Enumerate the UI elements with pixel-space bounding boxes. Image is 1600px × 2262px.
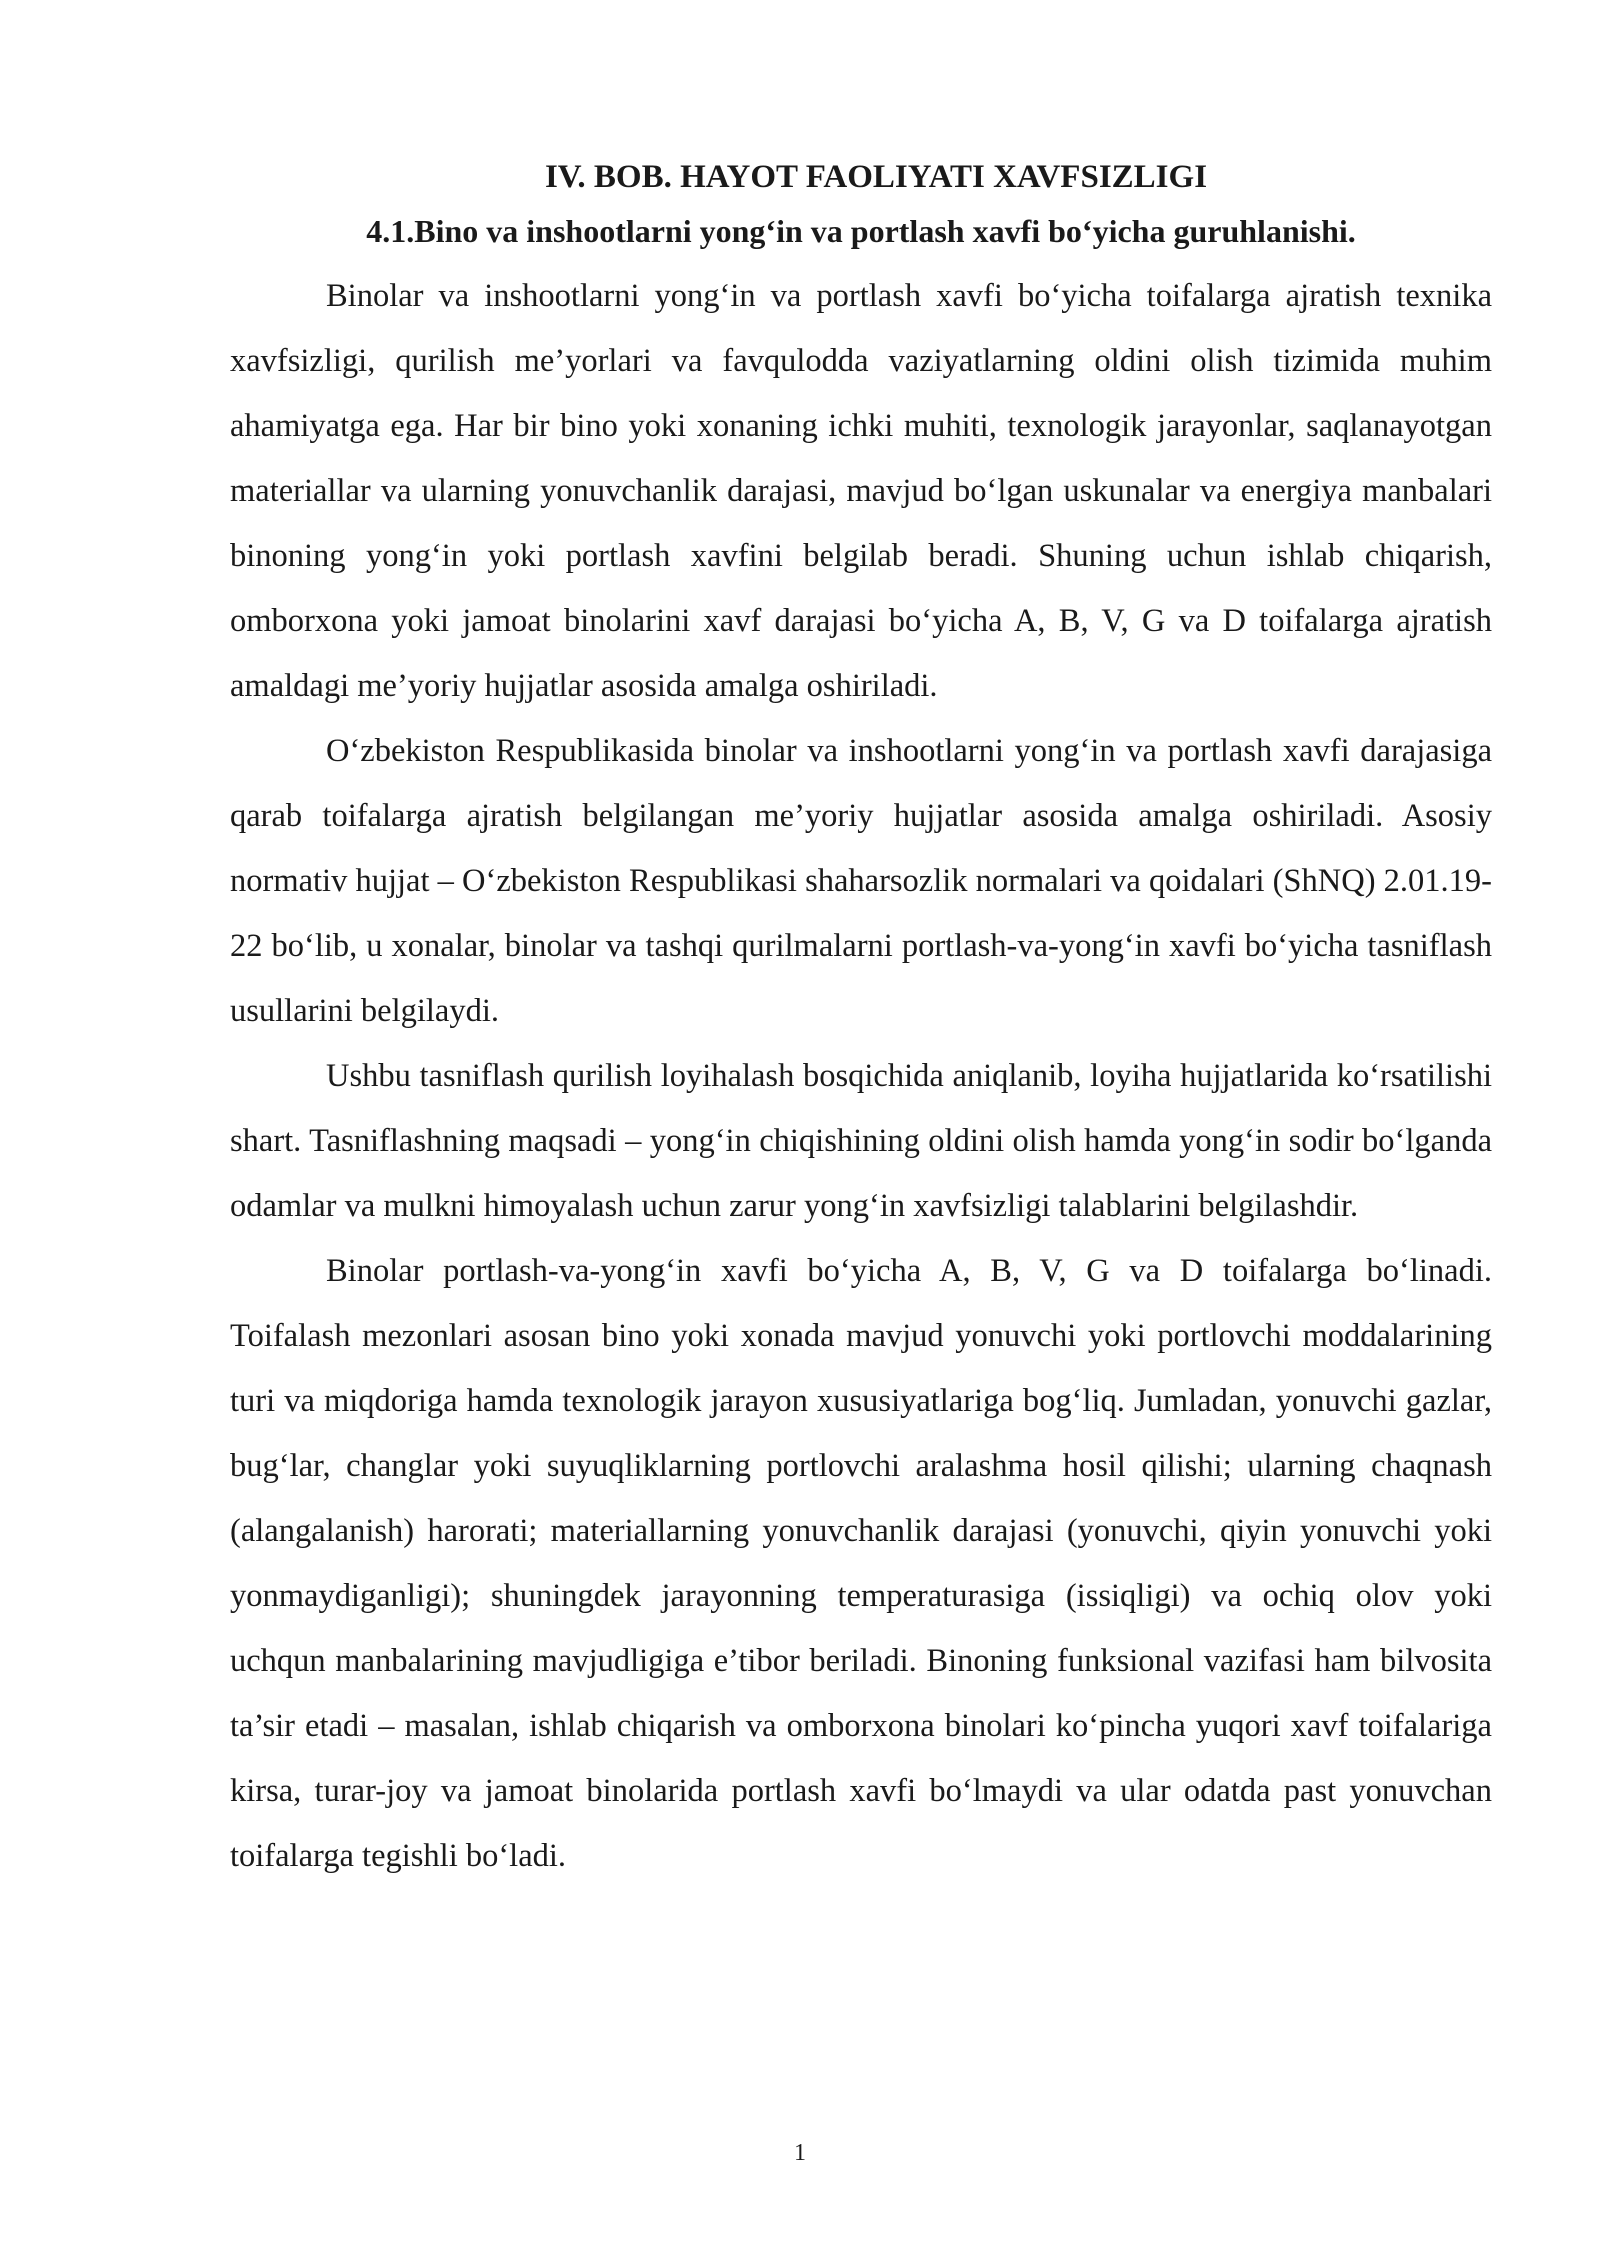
section-title: 4.1.Bino va inshootlarni yong‘in va portlash xavfi bo‘yicha guruhlanishi. — [366, 213, 1356, 249]
paragraph-3: Ushbu tasniflash qurilish loyihalash bosqichida aniqlanib, loyiha hujjatlarida ko‘rsatilishi shart. Tasniflashning maqsadi – yong‘in chiqishining oldini olish hamda yong‘in sodir bo‘lganda odamlar va mulkni himoyalash uchun zarur yong‘in xavfsizligi talablarini belgilashdir. — [230, 1058, 1492, 1224]
paragraph-1: Binolar va inshootlarni yong‘in va portlash xavfi bo‘yicha toifalarga ajratish texnika xavfsizligi, qurilish me’yorlari va favqulodda vaziyatlarning oldini olish tizimida muhim ahamiyatga ega. Har bir bino yoki xonaning ichki muhiti, texnologik jarayonlar, saqlanayotgan materiallar va ularning yonuvchanlik darajasi, mavjud bo‘lgan uskunalar va energiya manbalari binoning yong‘in yoki portlash xavfini belgilab beradi. Shuning uchun ishlab chiqarish, omborxona yoki jamoat binolarini xavf darajasi bo‘yicha A, B, V, G va D toifalarga ajratish amaldagi me’yoriy hujjatlar asosida amalga oshiriladi. — [230, 278, 1492, 704]
document-page — [230, 150, 1492, 1889]
paragraph-4: Binolar portlash-va-yong‘in xavfi bo‘yicha A, B, V, G va D toifalarga bo‘linadi. Toifalash mezonlari asosan bino yoki xonada mavjud yonuvchi yoki portlovchi moddalarining turi va miqdoriga hamda texnologik jarayon xususiyatlariga bog‘liq. Jumladan, yonuvchi gazlar, bug‘lar, changlar yoki suyuqliklarning portlovchi aralashma hosil qilishi; ularning chaqnash (alangalanish) harorati; materiallarning yonuvchanlik darajasi (yonuvchi, qiyin yonuvchi yoki yonmaydiganligi); shuningdek jarayonning temperaturasiga (issiqligi) va ochiq olov yoki uchqun manbalarining mavjudligiga e’tibor beriladi. Binoning funksional vazifasi ham bilvosita ta’sir etadi – masalan, ishlab chiqarish va omborxona binolari ko‘pincha yuqori xavf toifalariga kirsa, turar-joy va jamoat binolarida portlash xavfi bo‘lmaydi va ular odatda past yonuvchan toifalarga tegishli bo‘ladi. — [230, 1253, 1492, 1874]
paragraph-2: O‘zbekiston Respublikasida binolar va inshootlarni yong‘in va portlash xavfi darajasiga qarab toifalarga ajratish belgilangan me’yoriy hujjatlar asosida amalga oshiriladi. Asosiy normativ hujjat – O‘zbekiston Respublikasi shaharsozlik normalari va qoidalari (ShNQ) 2.01.19-22 bo‘lib, u xonalar, binolar va tashqi qurilmalarni portlash-va-yong‘in xavfi bo‘yicha tasniflash usullarini belgilaydi. — [230, 733, 1492, 1029]
chapter-title: IV. BOB. HAYOT FAOLIYATI XAVFSIZLIGI — [544, 159, 1208, 195]
page-number: 1 — [794, 2140, 806, 2166]
